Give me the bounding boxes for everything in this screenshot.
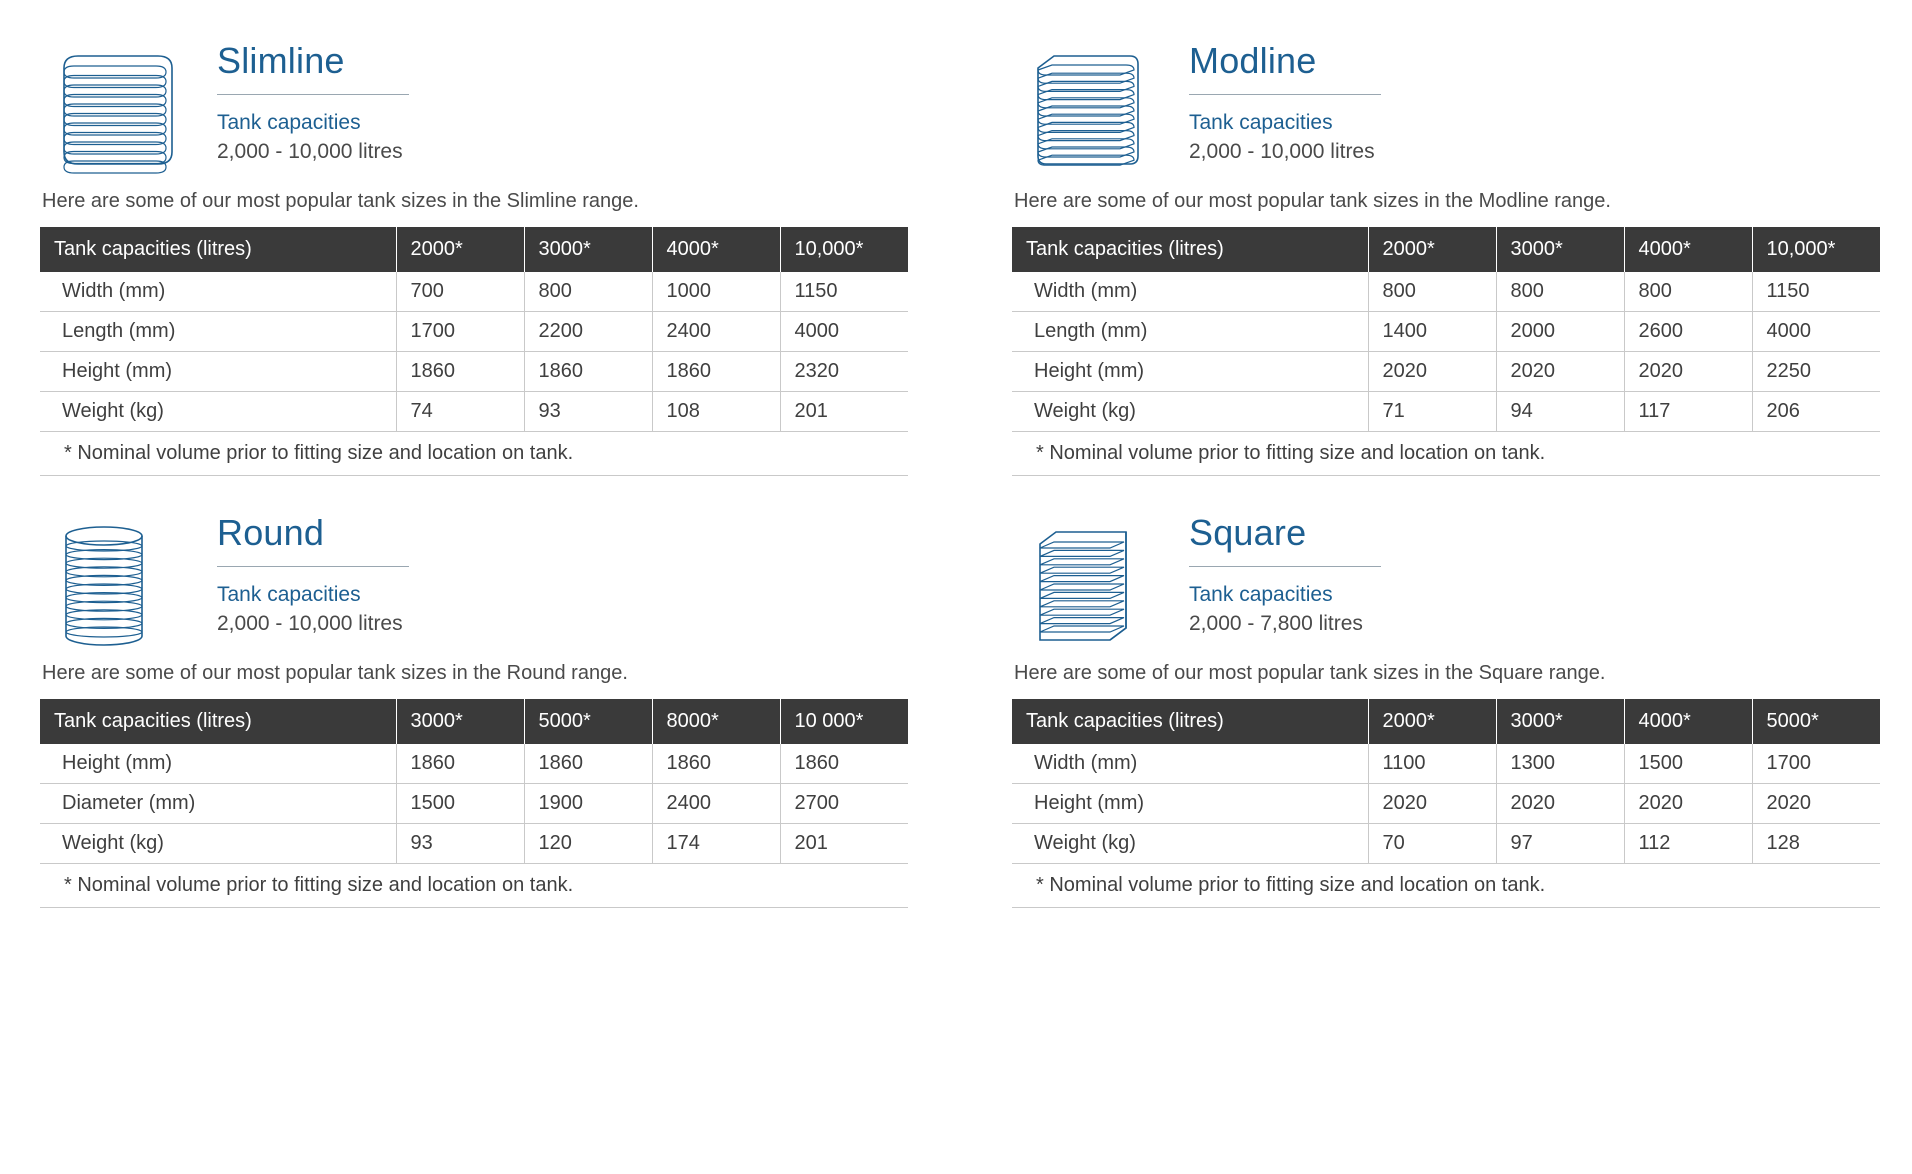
capacity-label: Tank capacities xyxy=(217,582,361,606)
panel-header xyxy=(1012,40,1912,190)
row-label: Height (mm) xyxy=(1012,352,1368,392)
row-label: Length (mm) xyxy=(1012,312,1368,352)
table-cell: 2020 xyxy=(1368,352,1496,392)
table-row xyxy=(1012,312,1880,352)
footnote-row xyxy=(40,864,908,908)
table-cell: 1300 xyxy=(1496,744,1624,784)
slimline-tank-icon xyxy=(60,46,180,196)
table-cell: 108 xyxy=(652,392,780,432)
row-label: Width (mm) xyxy=(1012,744,1368,784)
title-divider xyxy=(217,94,409,95)
column-header-row-label: Tank capacities (litres) xyxy=(1012,227,1368,272)
page-title: Modline xyxy=(1189,40,1317,81)
column-header: 10,000* xyxy=(1752,227,1880,272)
table-cell: 1860 xyxy=(396,744,524,784)
table-cell: 2400 xyxy=(652,784,780,824)
table-cell: 174 xyxy=(652,824,780,864)
table-cell: 1100 xyxy=(1368,744,1496,784)
tank-panel-round xyxy=(40,512,980,908)
spec-table xyxy=(40,227,908,476)
table-cell: 1900 xyxy=(524,784,652,824)
table-cell: 2320 xyxy=(780,352,908,392)
panel-grid xyxy=(40,40,1872,908)
table-cell: 74 xyxy=(396,392,524,432)
capacity-value: 2,000 - 10,000 litres xyxy=(217,140,403,164)
table-cell: 1150 xyxy=(1752,272,1880,312)
table-cell: 2020 xyxy=(1496,784,1624,824)
column-header: 8000* xyxy=(652,699,780,744)
column-header: 3000* xyxy=(1496,699,1624,744)
table-cell: 800 xyxy=(1496,272,1624,312)
footnote-text: * Nominal volume prior to fitting size and location on tank. xyxy=(40,864,908,908)
column-header: 2000* xyxy=(1368,227,1496,272)
table-cell: 206 xyxy=(1752,392,1880,432)
table-header-row xyxy=(40,699,908,744)
column-header: 4000* xyxy=(1624,699,1752,744)
row-label: Width (mm) xyxy=(40,272,396,312)
title-divider xyxy=(217,566,409,567)
spec-table xyxy=(1012,699,1880,908)
row-label: Diameter (mm) xyxy=(40,784,396,824)
table-row xyxy=(40,272,908,312)
page-title: Slimline xyxy=(217,40,345,81)
panel-header xyxy=(1012,512,1912,662)
table-cell: 93 xyxy=(524,392,652,432)
column-header: 10,000* xyxy=(780,227,908,272)
table-cell: 2020 xyxy=(1368,784,1496,824)
table-cell: 2020 xyxy=(1624,784,1752,824)
table-cell: 2000 xyxy=(1496,312,1624,352)
table-cell: 120 xyxy=(524,824,652,864)
table-cell: 1860 xyxy=(524,744,652,784)
footnote-row xyxy=(1012,432,1880,476)
table-cell: 1500 xyxy=(1624,744,1752,784)
footnote-text: * Nominal volume prior to fitting size and location on tank. xyxy=(40,432,908,476)
page-title: Square xyxy=(1189,512,1307,553)
modline-tank-icon xyxy=(1032,40,1167,196)
table-cell: 1400 xyxy=(1368,312,1496,352)
table-cell: 1860 xyxy=(780,744,908,784)
table-cell: 94 xyxy=(1496,392,1624,432)
column-header-row-label: Tank capacities (litres) xyxy=(40,699,396,744)
row-label: Length (mm) xyxy=(40,312,396,352)
capacity-value: 2,000 - 10,000 litres xyxy=(217,612,403,636)
table-row xyxy=(40,744,908,784)
panel-header xyxy=(40,40,980,190)
page-title: Round xyxy=(217,512,325,553)
square-tank-icon xyxy=(1032,518,1142,668)
table-cell: 1700 xyxy=(1752,744,1880,784)
table-cell: 1860 xyxy=(524,352,652,392)
spec-table xyxy=(1012,227,1880,476)
table-row xyxy=(1012,392,1880,432)
column-header: 3000* xyxy=(1496,227,1624,272)
table-cell: 2020 xyxy=(1624,352,1752,392)
column-header: 10 000* xyxy=(780,699,908,744)
table-cell: 2020 xyxy=(1496,352,1624,392)
capacity-label: Tank capacities xyxy=(1189,582,1333,606)
panel-header xyxy=(40,512,980,662)
column-header: 2000* xyxy=(1368,699,1496,744)
table-cell: 2400 xyxy=(652,312,780,352)
column-header: 5000* xyxy=(1752,699,1880,744)
table-cell: 1860 xyxy=(652,744,780,784)
table-cell: 1860 xyxy=(652,352,780,392)
title-divider xyxy=(1189,94,1381,95)
table-header-row xyxy=(1012,699,1880,744)
table-cell: 70 xyxy=(1368,824,1496,864)
table-cell: 117 xyxy=(1624,392,1752,432)
table-cell: 71 xyxy=(1368,392,1496,432)
row-label: Height (mm) xyxy=(40,744,396,784)
column-header: 4000* xyxy=(1624,227,1752,272)
intro-text: Here are some of our most popular tank sizes in the Modline range. xyxy=(1014,190,1611,212)
table-row xyxy=(40,824,908,864)
panel-header-text xyxy=(1189,512,1381,639)
table-row xyxy=(40,312,908,352)
table-row xyxy=(1012,824,1880,864)
column-header: 5000* xyxy=(524,699,652,744)
table-cell: 1500 xyxy=(396,784,524,824)
row-label: Weight (kg) xyxy=(40,824,396,864)
table-header-row xyxy=(40,227,908,272)
panel-header-text xyxy=(1189,40,1381,167)
tank-panel-square xyxy=(1012,512,1912,908)
table-cell: 97 xyxy=(1496,824,1624,864)
title-divider xyxy=(1189,566,1381,567)
table-row xyxy=(1012,744,1880,784)
capacity-label: Tank capacities xyxy=(1189,110,1333,134)
table-cell: 112 xyxy=(1624,824,1752,864)
table-cell: 1150 xyxy=(780,272,908,312)
table-cell: 2020 xyxy=(1752,784,1880,824)
table-cell: 201 xyxy=(780,392,908,432)
table-row xyxy=(40,784,908,824)
table-header-row xyxy=(1012,227,1880,272)
table-cell: 2600 xyxy=(1624,312,1752,352)
table-cell: 128 xyxy=(1752,824,1880,864)
row-label: Height (mm) xyxy=(1012,784,1368,824)
table-cell: 800 xyxy=(1368,272,1496,312)
column-header: 2000* xyxy=(396,227,524,272)
square-tank-icon xyxy=(1032,512,1167,668)
table-cell: 1000 xyxy=(652,272,780,312)
panel-header-text xyxy=(217,40,409,167)
table-cell: 4000 xyxy=(1752,312,1880,352)
intro-text: Here are some of our most popular tank sizes in the Round range. xyxy=(42,662,628,684)
footnote-text: * Nominal volume prior to fitting size and location on tank. xyxy=(1012,432,1880,476)
intro-text: Here are some of our most popular tank sizes in the Square range. xyxy=(1014,662,1606,684)
panel-header-text xyxy=(217,512,409,639)
row-label: Weight (kg) xyxy=(1012,392,1368,432)
table-row xyxy=(1012,784,1880,824)
table-cell: 700 xyxy=(396,272,524,312)
table-cell: 1700 xyxy=(396,312,524,352)
table-row xyxy=(1012,352,1880,392)
footnote-text: * Nominal volume prior to fitting size and location on tank. xyxy=(1012,864,1880,908)
tank-panel-modline xyxy=(1012,40,1912,476)
capacity-label: Tank capacities xyxy=(217,110,361,134)
intro-text: Here are some of our most popular tank sizes in the Slimline range. xyxy=(42,190,639,212)
column-header-row-label: Tank capacities (litres) xyxy=(1012,699,1368,744)
row-label: Weight (kg) xyxy=(1012,824,1368,864)
modline-tank-icon xyxy=(1032,46,1157,196)
table-cell: 201 xyxy=(780,824,908,864)
column-header: 4000* xyxy=(652,227,780,272)
footnote-row xyxy=(40,432,908,476)
table-cell: 2250 xyxy=(1752,352,1880,392)
table-cell: 800 xyxy=(1624,272,1752,312)
table-row xyxy=(1012,272,1880,312)
tank-panel-slimline xyxy=(40,40,980,476)
table-cell: 2200 xyxy=(524,312,652,352)
table-cell: 93 xyxy=(396,824,524,864)
capacity-value: 2,000 - 7,800 litres xyxy=(1189,612,1363,636)
column-header: 3000* xyxy=(524,227,652,272)
table-row xyxy=(40,352,908,392)
row-label: Weight (kg) xyxy=(40,392,396,432)
column-header-row-label: Tank capacities (litres) xyxy=(40,227,396,272)
round-tank-icon xyxy=(60,512,195,668)
capacity-value: 2,000 - 10,000 litres xyxy=(1189,140,1375,164)
table-row xyxy=(40,392,908,432)
row-label: Height (mm) xyxy=(40,352,396,392)
footnote-row xyxy=(1012,864,1880,908)
table-cell: 800 xyxy=(524,272,652,312)
column-header: 3000* xyxy=(396,699,524,744)
table-cell: 2700 xyxy=(780,784,908,824)
table-cell: 1860 xyxy=(396,352,524,392)
row-label: Width (mm) xyxy=(1012,272,1368,312)
slimline-tank-icon xyxy=(60,40,195,196)
spec-table xyxy=(40,699,908,908)
round-tank-icon xyxy=(60,518,160,668)
table-cell: 4000 xyxy=(780,312,908,352)
